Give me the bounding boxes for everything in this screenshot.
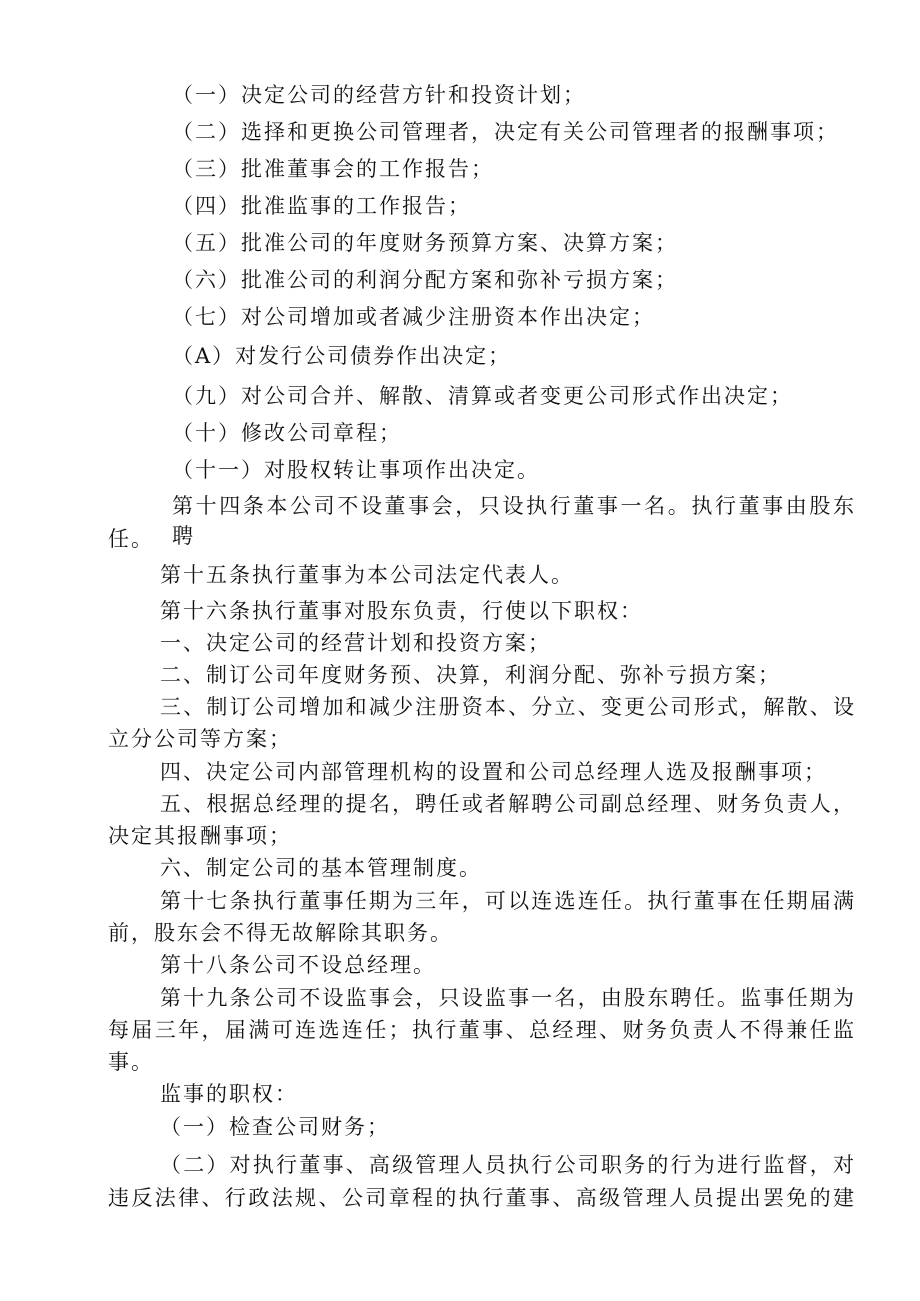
text-line: 第十七条执行董事任期为三年，可以连选连任。执行董事在任期届满	[160, 889, 856, 913]
text-line: （六）批准公司的利润分配方案和弥补亏损方案；	[172, 268, 678, 292]
text-line: 违反法律、行政法规、公司章程的执行董事、高级管理人员提出罢免的建	[108, 1186, 856, 1210]
text-line: 监事的职权：	[160, 1082, 298, 1106]
text-line: （四）批准监事的工作报告；	[172, 194, 471, 218]
text-line: 每届三年，届满可连选连任；执行董事、总经理、财务负责人不得兼任监	[108, 1018, 856, 1042]
text-line: 二、制订公司年度财务预、决算，利润分配、弥补亏损方案；	[160, 663, 781, 687]
text-line: 前，股东会不得无故解除其职务。	[108, 921, 453, 945]
text-line: （A）对发行公司债券作出决定；	[172, 344, 512, 368]
text-line: （二）对执行董事、高级管理人员执行公司职务的行为进行监督，对	[160, 1153, 856, 1177]
text-line: 四、决定公司内部管理机构的设置和公司总经理人选及报酬事项；	[160, 760, 827, 784]
text-line: 任。	[108, 527, 154, 551]
text-line: （五）批准公司的年度财务预算方案、决算方案；	[172, 231, 678, 255]
text-line: （三）批准董事会的工作报告；	[172, 157, 494, 181]
text-line: （九）对公司合并、解散、清算或者变更公司形式作出决定；	[172, 384, 793, 408]
text-line: （一）检查公司财务；	[160, 1115, 390, 1139]
text-line: 第十六条执行董事对股东负责，行使以下职权：	[160, 599, 643, 623]
text-line: （二）选择和更换公司管理者，决定有关公司管理者的报酬事项；	[172, 120, 839, 144]
text-line: （七）对公司增加或者减少注册资本作出决定；	[172, 305, 655, 329]
text-line: 一、决定公司的经营计划和投资方案；	[160, 631, 551, 655]
text-line: （十一）对股权转让事项作出决定。	[172, 458, 540, 482]
text-line: （十）修改公司章程；	[172, 421, 402, 445]
text-line: 三、制订公司增加和减少注册资本、分立、变更公司形式，解散、设	[160, 695, 856, 719]
text-line: 第十八条公司不设总经理。	[160, 953, 436, 977]
text-line: 第十五条执行董事为本公司法定代表人。	[160, 563, 574, 587]
text-line: 六、制定公司的基本管理制度。	[160, 856, 482, 880]
text-line: 第十九条公司不设监事会，只设监事一名，由股东聘任。监事任期为	[160, 986, 856, 1010]
text-line: 事。	[108, 1050, 154, 1074]
text-line: （一）决定公司的经营方针和投资计划；	[172, 83, 586, 107]
text-line: 五、根据总经理的提名，聘任或者解聘公司副总经理、财务负责人，	[160, 792, 856, 816]
text-line: 第十四条本公司不设董事会，只设执行董事一名。执行董事由股东聘	[172, 494, 856, 548]
text-line: 决定其报酬事项；	[108, 824, 292, 848]
text-line: 立分公司等方案；	[108, 727, 292, 751]
